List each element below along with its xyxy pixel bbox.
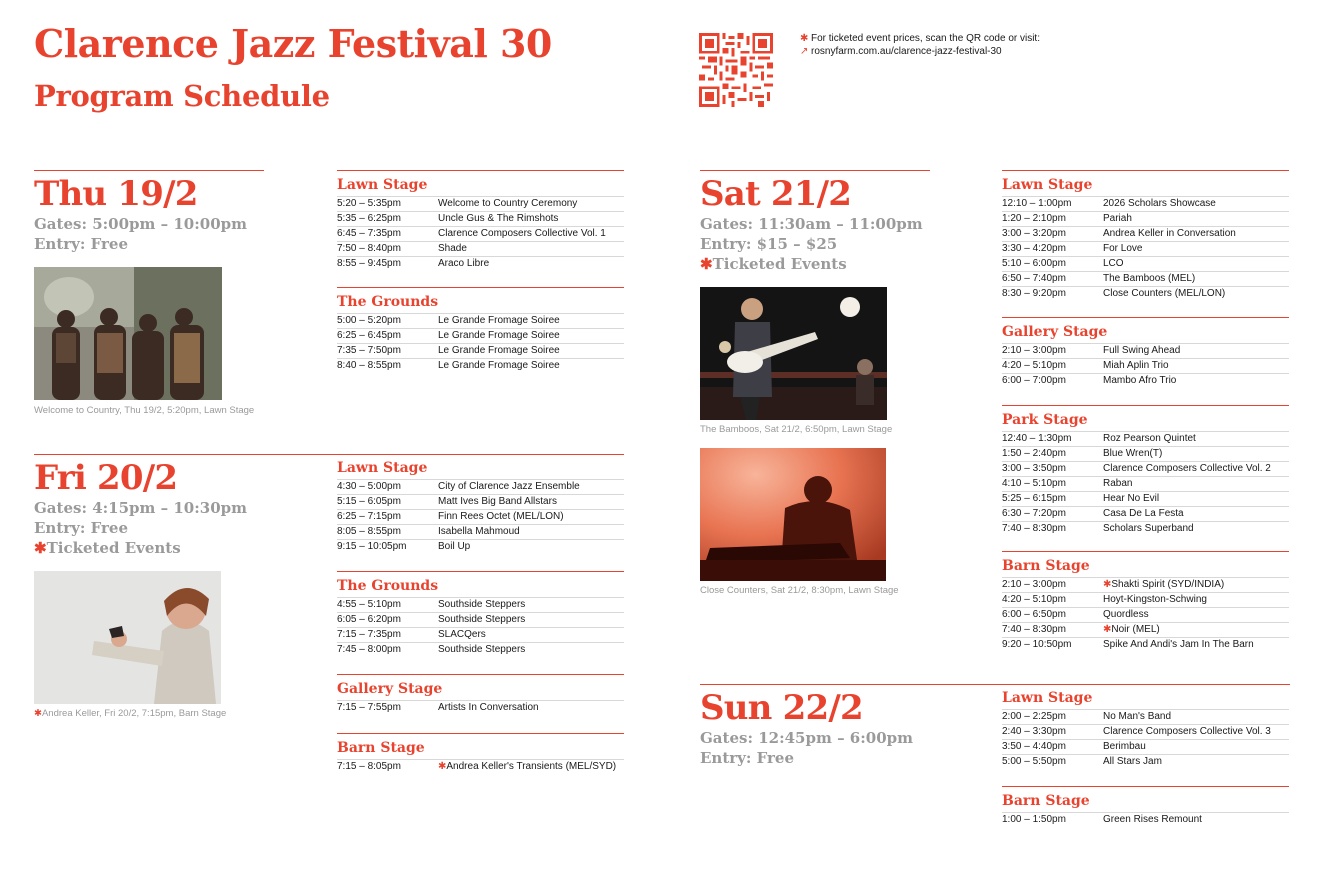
entry-price: Entry: Free [700, 749, 795, 767]
schedule-row: 6:45 – 7:35pm Clarence Composers Collective Vol. 1 [337, 226, 624, 241]
day-sat [700, 170, 930, 274]
schedule-row: 4:20 – 5:10pm Miah Aplin Trio [1002, 358, 1289, 373]
schedule-row: 8:05 – 8:55pm Isabella Mahmoud [337, 524, 624, 539]
schedule-row: 5:10 – 6:00pm LCO [1002, 256, 1289, 271]
photo-caption-thu: Welcome to Country, Thu 19/2, 5:20pm, Lawn Stage [34, 405, 255, 416]
stage-name: The Grounds [337, 578, 439, 594]
day-title: Thu 19/2 [34, 174, 198, 214]
gates-time: Gates: 4:15pm – 10:30pm [34, 499, 248, 517]
schedule-row: 5:20 – 5:35pm Welcome to Country Ceremony [337, 196, 624, 211]
schedule-row: 7:50 – 8:40pm Shade [337, 241, 624, 256]
sat-park-stage [1002, 405, 1289, 536]
photo-caption-fri: ✱Andrea Keller, Fri 20/2, 7:15pm, Barn Stage [34, 708, 227, 719]
schedule-row: 9:20 – 10:50pm Spike And Andi's Jam In The Barn [1002, 637, 1289, 652]
asterisk-icon: ✱ [1103, 624, 1112, 635]
schedule-row: 4:55 – 5:10pm Southside Steppers [337, 597, 624, 612]
schedule-row: 8:40 – 8:55pm Le Grande Fromage Soiree [337, 358, 624, 373]
qr-note [800, 32, 1040, 58]
photo-caption-sat-1: The Bamboos, Sat 21/2, 6:50pm, Lawn Stage [700, 424, 893, 435]
entry-price: Entry: Free [34, 519, 129, 537]
thu-lawn-stage [337, 170, 624, 271]
photo-andrea-keller [34, 571, 221, 704]
festival-title-block [34, 20, 552, 116]
sun-barn-stage [1002, 786, 1289, 827]
schedule-row: 6:30 – 7:20pm Casa De La Festa [1002, 506, 1289, 521]
schedule-row: 3:50 – 4:40pm Berimbau [1002, 739, 1289, 754]
photo-the-bamboos [700, 287, 887, 420]
gates-time: Gates: 11:30am – 11:00pm [700, 215, 923, 233]
schedule-row: 4:20 – 5:10pm Hoyt-Kingston-Schwing [1002, 592, 1289, 607]
asterisk-icon: ✱ [700, 255, 713, 273]
stage-name: Barn Stage [1002, 793, 1090, 809]
schedule-row: 5:00 – 5:20pm Le Grande Fromage Soiree [337, 313, 624, 328]
stage-name: Barn Stage [1002, 558, 1090, 574]
schedule-row: 7:15 – 7:35pm SLACQers [337, 627, 624, 642]
stage-name: Lawn Stage [1002, 177, 1093, 193]
ticket-price-note: ✱ For ticketed event prices, scan the QR code or visit: [800, 33, 1040, 44]
schedule-row: 8:30 – 9:20pm Close Counters (MEL/LON) [1002, 286, 1289, 301]
gates-time: Gates: 5:00pm – 10:00pm [34, 215, 248, 233]
schedule-row: 6:00 – 6:50pm Quordless [1002, 607, 1289, 622]
schedule-row: 12:40 – 1:30pm Roz Pearson Quintet [1002, 431, 1289, 446]
fri-lawn-stage [337, 454, 624, 554]
schedule-row: 7:15 – 7:55pm Artists In Conversation [337, 700, 624, 715]
stage-name: Barn Stage [337, 740, 425, 756]
day-thu [34, 170, 264, 254]
thu-the-grounds [337, 287, 624, 373]
schedule-row: 1:50 – 2:40pm Blue Wren(T) [1002, 446, 1289, 461]
fri-barn-stage [337, 733, 624, 774]
schedule-row: 6:00 – 7:00pm Mambo Afro Trio [1002, 373, 1289, 388]
asterisk-icon: ✱ [34, 539, 47, 557]
stage-name: The Grounds [337, 294, 439, 310]
schedule-row: 3:00 – 3:20pm Andrea Keller in Conversation [1002, 226, 1289, 241]
photo-caption-sat-2: Close Counters, Sat 21/2, 8:30pm, Lawn Stage [700, 585, 899, 596]
stage-name: Gallery Stage [337, 681, 443, 697]
schedule-row: 6:25 – 7:15pm Finn Rees Octet (MEL/LON) [337, 509, 624, 524]
schedule-row: 3:00 – 3:50pm Clarence Composers Collective Vol. 2 [1002, 461, 1289, 476]
page-subtitle: Program Schedule [34, 79, 330, 113]
schedule-row: 8:55 – 9:45pm Araco Libre [337, 256, 624, 271]
schedule-row: 2:10 – 3:00pm Full Swing Ahead [1002, 343, 1289, 358]
page-title: Clarence Jazz Festival 30 [34, 21, 552, 66]
schedule-row: 6:25 – 6:45pm Le Grande Fromage Soiree [337, 328, 624, 343]
schedule-row: 5:35 – 6:25pm Uncle Gus & The Rimshots [337, 211, 624, 226]
photo-welcome-to-country [34, 267, 222, 400]
schedule-row: 4:30 – 5:00pm City of Clarence Jazz Ensemble [337, 479, 624, 494]
day-title: Sun 22/2 [700, 688, 863, 728]
schedule-row: 12:10 – 1:00pm 2026 Scholars Showcase [1002, 196, 1289, 211]
sat-barn-stage [1002, 551, 1289, 652]
schedule-row: 7:15 – 8:05pm ✱Andrea Keller's Transients (MEL/SYD) [337, 759, 624, 774]
schedule-row: 2:00 – 2:25pm No Man's Band [1002, 709, 1289, 724]
stage-name: Lawn Stage [1002, 690, 1093, 706]
day-title: Fri 20/2 [34, 458, 178, 498]
asterisk-icon: ✱ [1103, 579, 1112, 590]
day-title: Sat 21/2 [700, 174, 852, 214]
sun-lawn-stage [1002, 684, 1289, 769]
schedule-row: 1:00 – 1:50pm Green Rises Remount [1002, 812, 1289, 827]
schedule-row: 7:45 – 8:00pm Southside Steppers [337, 642, 624, 657]
stage-name: Park Stage [1002, 412, 1088, 428]
asterisk-icon: ✱ [438, 761, 447, 772]
qr-code[interactable] [699, 33, 773, 107]
schedule-row: 5:00 – 5:50pm All Stars Jam [1002, 754, 1289, 769]
schedule-row: 3:30 – 4:20pm For Love [1002, 241, 1289, 256]
stage-name: Gallery Stage [1002, 324, 1108, 340]
sat-lawn-stage [1002, 170, 1289, 301]
sat-gallery-stage [1002, 317, 1289, 388]
schedule-row: 7:35 – 7:50pm Le Grande Fromage Soiree [337, 343, 624, 358]
schedule-row: 9:15 – 10:05pm Boil Up [337, 539, 624, 554]
fri-gallery-stage [337, 674, 624, 715]
schedule-row: 2:10 – 3:00pm ✱Shakti Spirit (SYD/INDIA) [1002, 577, 1289, 592]
stage-name: Lawn Stage [337, 177, 428, 193]
entry-price: Entry: Free [34, 235, 129, 253]
schedule-row: 1:20 – 2:10pm Pariah [1002, 211, 1289, 226]
festival-url-link[interactable]: ↗ rosnyfarm.com.au/clarence-jazz-festival-30 [800, 46, 1002, 57]
schedule-row: 5:15 – 6:05pm Matt Ives Big Band Allstars [337, 494, 624, 509]
schedule-row: 7:40 – 8:30pm ✱Noir (MEL) [1002, 622, 1289, 637]
asterisk-icon: ✱ [34, 708, 42, 719]
schedule-row: 6:50 – 7:40pm The Bamboos (MEL) [1002, 271, 1289, 286]
stage-name: Lawn Stage [337, 460, 428, 476]
ticketed-events-label: ✱Ticketed Events [34, 539, 181, 557]
asterisk-icon: ✱ [800, 33, 809, 44]
schedule-row: 2:40 – 3:30pm Clarence Composers Collective Vol. 3 [1002, 724, 1289, 739]
external-link-icon: ↗ [800, 46, 809, 57]
schedule-row: 6:05 – 6:20pm Southside Steppers [337, 612, 624, 627]
schedule-row: 5:25 – 6:15pm Hear No Evil [1002, 491, 1289, 506]
schedule-row: 7:40 – 8:30pm Scholars Superband [1002, 521, 1289, 536]
entry-price: Entry: $15 – $25 [700, 235, 838, 253]
gates-time: Gates: 12:45pm – 6:00pm [700, 729, 914, 747]
fri-the-grounds [337, 571, 624, 657]
schedule-row: 4:10 – 5:10pm Raban [1002, 476, 1289, 491]
ticketed-events-label: ✱Ticketed Events [700, 255, 847, 273]
photo-close-counters [700, 448, 886, 581]
